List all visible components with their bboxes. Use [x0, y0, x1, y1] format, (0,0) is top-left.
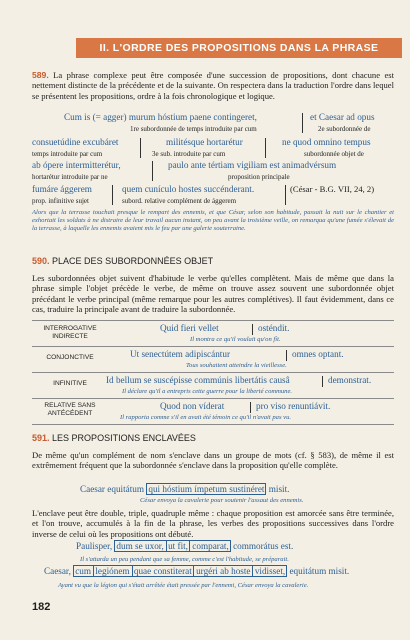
segment-divider — [265, 138, 266, 158]
latin-word: legiónem — [95, 566, 130, 576]
paragraph-number: 590. — [32, 256, 50, 266]
section-banner: II. L'ORDRE DES PROPOSITIONS DANS LA PHRASE — [76, 38, 402, 58]
enclave-box — [114, 540, 230, 552]
latin-word: misit. — [268, 484, 290, 494]
latin-segment: Cum is (= agger) murum hóstium paene contingeret, — [64, 112, 257, 122]
segment-divider — [285, 185, 286, 205]
row-label: CONJONCTIVE — [46, 354, 94, 361]
latin-segment: osténdit. — [258, 323, 290, 333]
segment-divider — [302, 113, 303, 133]
french-gloss: Ayant vu que la légion qui s'était arrêtée était pressée par l'ennemi, César envoya la cavalerie. — [58, 582, 309, 589]
table-rule — [32, 372, 394, 373]
row-label: RELATIVE SANS ANTÉCÉDENT — [44, 402, 96, 417]
latin-segment: Quid fieri vellet — [160, 323, 219, 333]
syntax-label: 2e subordonnée de — [318, 125, 371, 133]
syntax-label: temps introduite par cum — [32, 150, 103, 158]
segment-divider — [152, 161, 153, 181]
latin-word: comparat, — [192, 541, 229, 551]
latin-word: dum se uxor, — [116, 541, 164, 551]
latin-segment: Quod non víderat — [160, 401, 225, 411]
french-gloss: Il montra ce qu'il voulait qu'on fît. — [190, 336, 281, 343]
latin-segment: Id bellum se suscépisse commúnis libertátis causâ — [106, 375, 290, 385]
enclave-box-inner: ut fit, — [168, 541, 188, 551]
latin-word: Paulisper, — [76, 541, 113, 551]
paragraph-number: 589. — [32, 70, 49, 80]
latin-segment: fumáre ággerem — [32, 184, 92, 194]
latin-segment: pro viso renuntiávit. — [256, 401, 331, 411]
paragraph-number: 591. — [32, 433, 50, 443]
latin-word: urgéri ab hoste — [196, 566, 251, 576]
row-label: INFINITIVE — [53, 380, 87, 387]
latin-segment: Ut senectútem adipiscántur — [130, 349, 231, 359]
heading-text: PLACE DES SUBORDONNÉES OBJET — [52, 256, 214, 266]
latin-example — [80, 484, 289, 494]
latin-segment: paulo ante tértiam vigiliam est animadvérsum — [168, 160, 337, 170]
syntax-label: hortarétur introduite par ne — [32, 173, 108, 181]
french-gloss: Il déclare qu'il a entrepris cette guerre pour la liberté commune. — [122, 388, 293, 395]
latin-word: Caesar, — [44, 566, 71, 576]
paragraph-589 — [32, 70, 394, 101]
paragraph-590: Les subordonnées objet suivent d'habitude le verbe qu'elles complètent. Mais de même que dans la phrase simple l'objet précède le verbe, de même on trouve assez souvent une subordonnée objet précédant le verbe principal (même remarque pour les autres complétives). Il faut évidemment, dans ce cas, traduire la principale avant de traduire la subordonnée. — [32, 273, 394, 315]
row-label: INTERROGATIVE INDIRECTE — [43, 325, 97, 340]
segment-divider — [112, 185, 113, 205]
segment-divider — [140, 138, 141, 158]
syntax-label: subord. relative complément de ággerem — [122, 197, 237, 205]
french-gloss: Tous souhaitent atteindre la vieillesse. — [186, 362, 287, 369]
section-heading — [32, 433, 196, 443]
latin-word: equitátum misit. — [289, 566, 350, 576]
table-rule — [32, 320, 394, 321]
table-rule — [32, 398, 394, 399]
latin-segment: quem cunículo hostes succénderant. — [122, 184, 255, 194]
latin-example — [76, 541, 293, 551]
latin-segment: demonstrat. — [328, 375, 372, 385]
latin-segment: omnes optant. — [292, 349, 344, 359]
french-gloss: César envoya la cavalerie pour soutenir l'assaut des ennemis. — [140, 497, 304, 504]
table-rule — [32, 346, 394, 347]
latin-word: commorátus est. — [233, 541, 294, 551]
enclave-box — [73, 565, 287, 577]
latin-segment: ab ópere intermitterétur, — [32, 160, 121, 170]
syntax-label: subordonnée objet de — [304, 150, 364, 158]
french-gloss: Il rapporta comme s'il en avait été témoin ce qu'il n'avait pas vu. — [120, 414, 292, 421]
syntax-label: 3e sub. introduite par cum — [152, 150, 226, 158]
paragraph-591-body: L'enclave peut être double, triple, quadruple même : chaque proposition est amorcée sans être terminée, et l'on trouve, accumulés à la fin de la phrase, les verbes des propositions successives dans l'ordre inverse de celui où les propositions ont débuté. — [32, 508, 394, 539]
section-heading — [32, 256, 213, 266]
syntax-label: 1re subordonnée de temps introduite par cum — [130, 125, 257, 133]
latin-segment: ne quod omnino tempus — [282, 137, 371, 147]
segment-divider — [250, 402, 251, 413]
source-citation: (César - B.G. VII, 24, 2) — [290, 184, 375, 194]
syntax-label: proposition principale — [228, 173, 290, 181]
heading-text: LES PROPOSITIONS ENCLAVÉES — [52, 433, 196, 443]
latin-word: vidisset, — [254, 566, 286, 576]
enclave-box-inner — [93, 565, 252, 577]
segment-divider — [322, 376, 323, 387]
latin-segment: militésque hortarétur — [166, 137, 243, 147]
paragraph-text: La phrase complexe peut être composée d'une succession de propositions, dont chacune est nettement distincte de la précédente et de la suivante. On respectera dans la traduction l'ordre dans lequel se présentent les propositions, ordre à la fois chronologique et logique. — [32, 70, 394, 101]
french-gloss: Il s'attarda un peu pendant que sa femme, comme c'est l'habitude, se préparait. — [80, 556, 289, 563]
segment-divider — [286, 350, 287, 361]
enclave-box-innermost: quae constiterat — [133, 566, 192, 576]
latin-word: Caesar equitátum — [80, 484, 145, 494]
paragraph-591-intro: De même qu'un complément de nom s'enclave dans un groupe de mots (cf. § 583), de même il est extrêmement fréquent que la subordonnée s'enclave dans la proposition qu'elle complète. — [32, 450, 394, 471]
latin-example — [44, 566, 349, 576]
latin-segment: consuetúdine excubáret — [32, 137, 119, 147]
french-translation: Alors que la terrasse touchait presque le rempart des ennemis, et que César, selon son habitude, passait la nuit sur le chantier et exhortait les soldats à ne distraire de leur travail aucun instant, on peu avant la troisième veille, on remarqua qu'une fumée s'élevait de la terrasse, à laquelle les ennemis avaient mis le feu par une galerie souterraine. — [32, 209, 394, 232]
table-rule — [32, 424, 394, 425]
latin-word: cum — [75, 566, 92, 576]
segment-divider — [252, 324, 253, 335]
syntax-label: prop. infinitive sujet — [32, 197, 89, 205]
enclave-box: qui hóstium ímpetum sustinéret — [148, 484, 265, 494]
latin-segment: et Caesar ad opus — [310, 112, 375, 122]
page-number: 182 — [32, 601, 51, 613]
